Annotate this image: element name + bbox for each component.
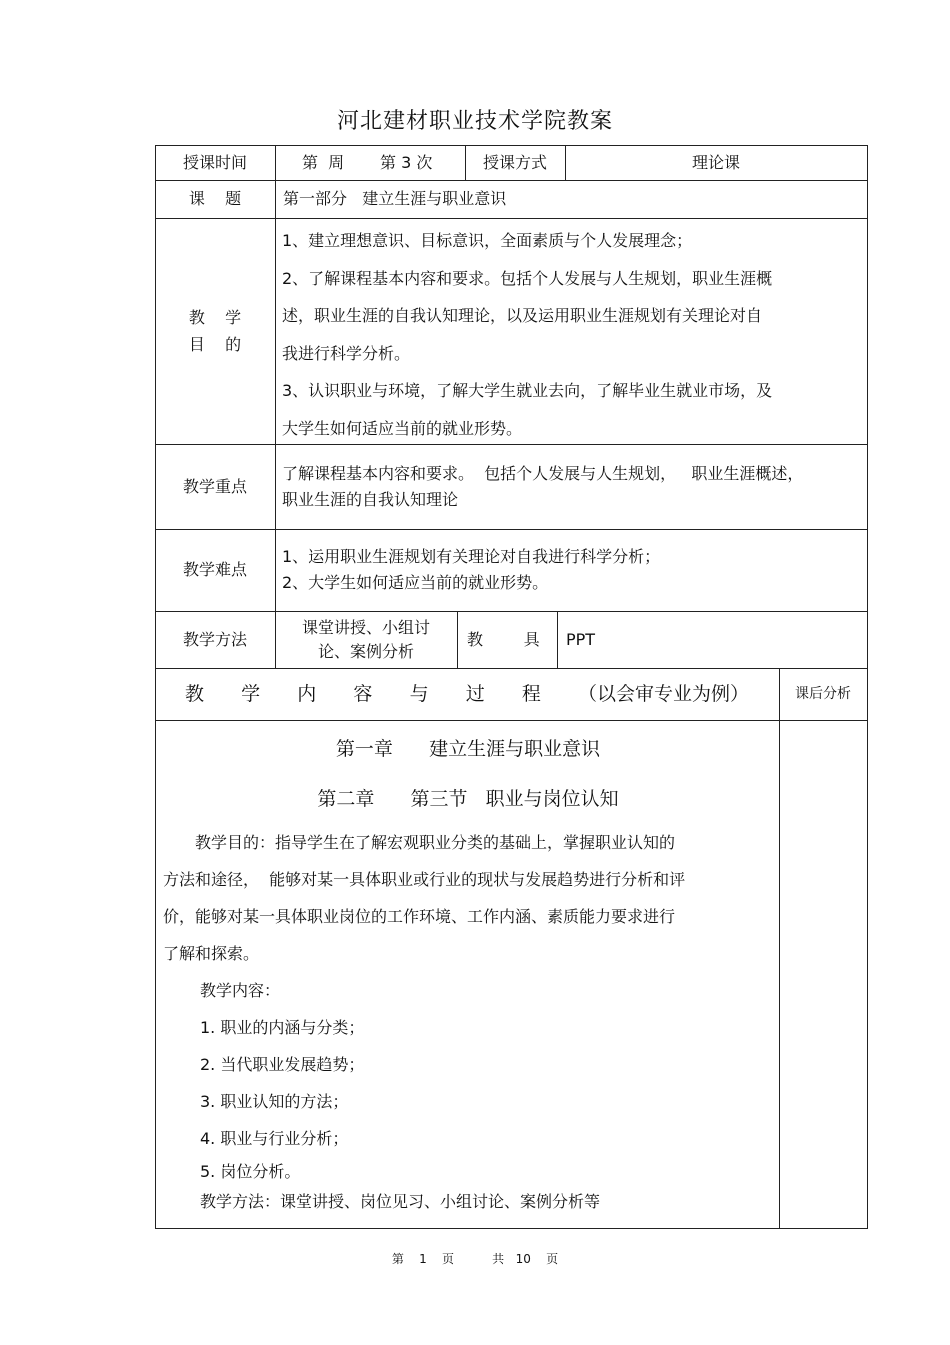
objective-line: 2、了解课程基本内容和要求。包括个人发展与人生规划，职业生涯概 <box>282 268 773 288</box>
page-total: 共 10 页 <box>492 1252 559 1266</box>
table-border <box>867 145 868 1229</box>
label-tools: 教 具 <box>467 629 540 649</box>
tools-value: PPT <box>566 629 596 649</box>
process-char: 内 <box>297 682 317 705</box>
col-divider <box>557 611 558 668</box>
difficulties-text <box>282 529 862 611</box>
label-objectives-line2: 目 的 <box>188 335 242 354</box>
objective-line: 我进行科学分析。 <box>282 343 411 363</box>
label-key-points: 教学重点 <box>182 476 247 496</box>
key-point-line: 了解课程基本内容和要求。 包括个人发展与人生规划， 职业生涯概述， <box>282 463 804 483</box>
process-header <box>155 668 779 720</box>
content-methods: 教学方法：课堂讲授、岗位见习、小组讨论、案例分析等 <box>200 1192 601 1211</box>
label-objectives-line1: 教 学 <box>188 307 242 327</box>
week-value: 第 周 <box>302 152 345 172</box>
label-objectives <box>155 218 275 444</box>
process-char: 学 <box>241 682 261 705</box>
methods-line: 论、案例分析 <box>317 641 414 661</box>
process-note: （以会审专业为例） <box>577 682 749 705</box>
lesson-content <box>163 722 773 1217</box>
label-class-time: 授课时间 <box>182 152 247 172</box>
methods-line: 课堂讲授、小组讨 <box>301 617 430 637</box>
row-divider <box>155 720 868 721</box>
content-item: 2. 当代职业发展趋势； <box>200 1055 365 1074</box>
key-point-line: 职业生涯的自我认知理论 <box>282 489 459 509</box>
col-divider <box>275 145 276 668</box>
label-teaching-mode: 授课方式 <box>482 152 547 172</box>
difficulty-line: 2、大学生如何适应当前的就业形势。 <box>282 573 549 592</box>
content-item: 5. 岗位分析。 <box>200 1162 301 1181</box>
content-goal-line: 教学目的：指导学生在了解宏观职业分类的基础上，掌握职业认知的 <box>195 833 676 852</box>
document-title: 河北建材职业技术学院教案 <box>336 109 613 134</box>
process-char: 过 <box>465 682 485 705</box>
content-item: 3. 职业认知的方法； <box>200 1092 349 1111</box>
page-number: 第 1 页 <box>391 1252 454 1266</box>
section-heading: 第二章 第三节 职业与岗位认知 <box>317 788 619 810</box>
objectives-text <box>282 222 857 447</box>
key-points-text <box>282 444 862 529</box>
content-item: 1. 职业的内涵与分类； <box>200 1018 365 1037</box>
content-goal-line: 价，能够对某一具体职业岗位的工作环境、工作内涵、素质能力要求进行 <box>163 907 676 926</box>
page-footer <box>0 1250 950 1267</box>
process-char: 教 <box>185 682 205 705</box>
session-value: 第 3 次 <box>380 152 433 172</box>
table-border <box>155 1228 868 1229</box>
label-topic: 课 题 <box>188 189 242 208</box>
process-char: 容 <box>353 682 373 705</box>
label-difficulties: 教学难点 <box>182 560 247 579</box>
process-char: 与 <box>409 682 429 705</box>
content-item: 4. 职业与行业分析； <box>200 1129 349 1148</box>
content-goal-line: 方法和途径， 能够对某一具体职业或行业的现状与发展趋势进行分析和评 <box>163 870 686 889</box>
content-goal-line: 了解和探索。 <box>163 944 260 963</box>
objective-line: 大学生如何适应当前的就业形势。 <box>282 418 523 438</box>
content-label: 教学内容： <box>200 981 281 1000</box>
col-divider <box>779 668 780 1229</box>
objective-line: 1、建立理想意识、目标意识，全面素质与个人发展理念； <box>282 231 693 250</box>
objective-line: 述，职业生涯的自我认知理论，以及运用职业生涯规划有关理论对自 <box>282 306 763 325</box>
process-char: 程 <box>521 682 541 705</box>
label-post-class-analysis: 课后分析 <box>795 685 851 702</box>
methods-value <box>275 611 457 668</box>
topic-value: 第一部分 建立生涯与职业意识 <box>283 189 507 208</box>
objective-line: 3、认识职业与环境，了解大学生就业去向，了解毕业生就业市场，及 <box>282 381 773 400</box>
difficulty-line: 1、运用职业生涯规划有关理论对自我进行科学分析； <box>282 547 661 566</box>
label-methods: 教学方法 <box>182 629 247 649</box>
chapter-heading: 第一章 建立生涯与职业意识 <box>335 738 601 760</box>
teaching-mode-value: 理论课 <box>691 152 740 172</box>
col-divider <box>457 611 458 668</box>
